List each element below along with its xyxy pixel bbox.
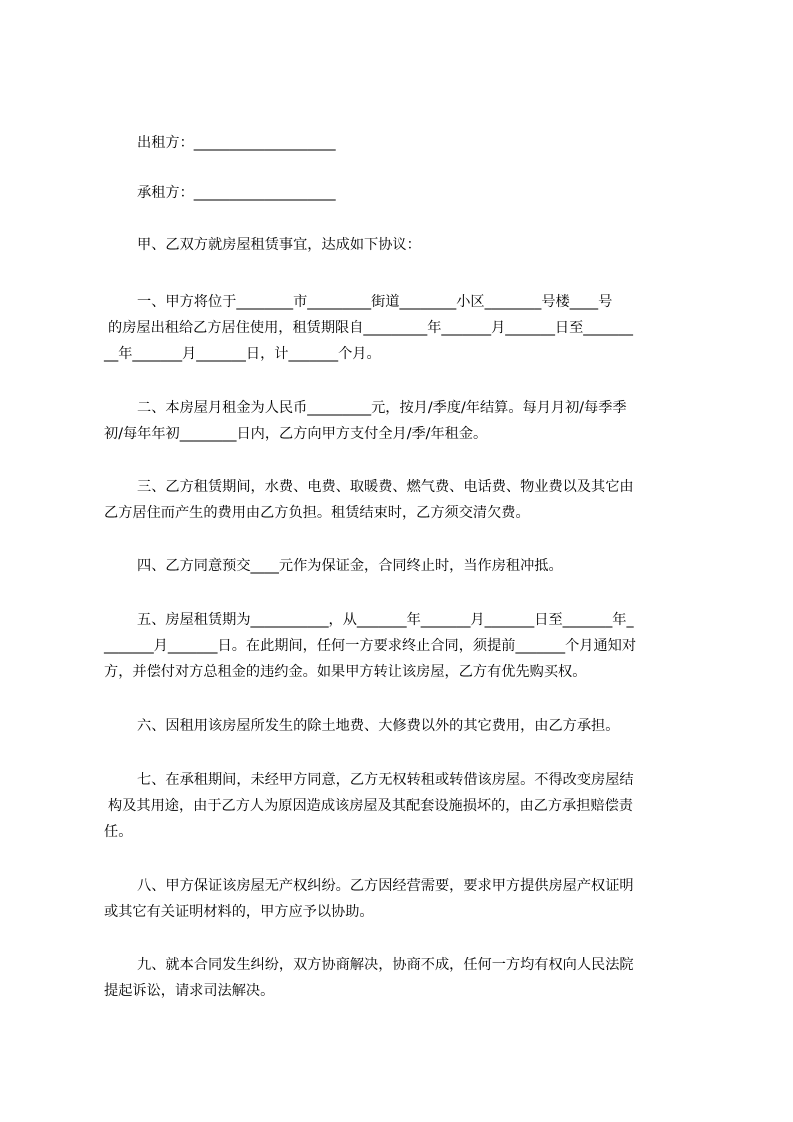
clause-1-line-2: 的房屋出租给乙方居住使用，租赁期限自_________年_______月_______日至_______ <box>108 320 633 336</box>
lessee-line: 承租方：____________________ <box>137 185 336 201</box>
clause-2-line-2: 初/每年年初________日内，乙方向甲方支付全月/季/年租金。 <box>104 426 488 442</box>
clause-8-line-2: 或其它有关证明材料的，甲方应予以协助。 <box>104 904 374 920</box>
clause-5-line-1: 五、房屋租赁期为___________，从_______年_______月_______日至_______年_ <box>137 612 634 628</box>
clause-7-line-2: 构及其用途，由于乙方人为原因造成该房屋及其配套设施损坏的，由乙方承担赔偿责 <box>108 798 633 814</box>
clause-4-line-1: 四、乙方同意预交____元作为保证金，合同终止时，当作房租冲抵。 <box>137 558 563 574</box>
clause-5-line-3: 方，并偿付对方总租金的违约金。如果甲方转让该房屋，乙方有优先购买权。 <box>104 664 587 680</box>
clause-5-line-2: _______月_______日。在此期间，任何一方要求终止合同，须提前_______个月通知对 <box>104 638 637 654</box>
clause-9-line-2: 提起诉讼，请求司法解决。 <box>104 983 275 999</box>
clause-2-line-1: 二、本房屋月租金为人民币_________元，按月/季度/年结算。每月月初/每季季 <box>137 400 627 416</box>
clause-7-line-1: 七、在承租期间，未经甲方同意，乙方无权转租或转借该房屋。不得改变房屋结 <box>137 772 634 788</box>
clause-1-line-1: 一、甲方将位于________市_________街道________小区________号楼____号 <box>137 294 613 310</box>
clause-1-line-3: __年_______月_______日，计_______个月。 <box>104 346 381 362</box>
intro-line: 甲、乙双方就房屋租赁事宜，达成如下协议： <box>137 237 421 253</box>
clause-8-line-1: 八、甲方保证该房屋无产权纠纷。乙方因经营需要，要求甲方提供房屋产权证明 <box>137 878 634 894</box>
lessor-line: 出租方：____________________ <box>137 135 336 151</box>
clause-6-line-1: 六、因租用该房屋所发生的除土地费、大修费以外的其它费用，由乙方承担。 <box>137 718 620 734</box>
clause-3-line-2: 乙方居住而产生的费用由乙方负担。租赁结束时，乙方须交清欠费。 <box>104 505 530 521</box>
clause-7-line-3: 任。 <box>104 824 133 840</box>
clause-3-line-1: 三、乙方租赁期间，水费、电费、取暖费、燃气费、电话费、物业费以及其它由 <box>137 479 634 495</box>
clause-9-line-1: 九、就本合同发生纠纷，双方协商解决，协商不成，任何一方均有权向人民法院 <box>137 957 634 973</box>
